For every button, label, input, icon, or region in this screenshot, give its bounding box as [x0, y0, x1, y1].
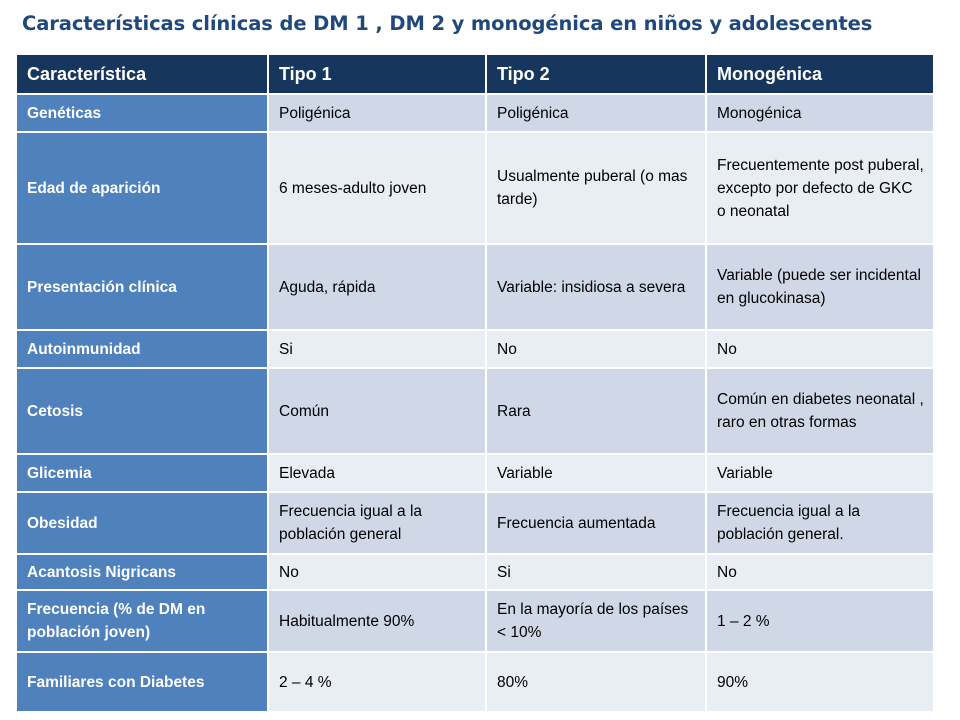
row-label: Autoinmunidad	[16, 330, 268, 368]
cell-monogenica: 1 – 2 %	[706, 590, 934, 652]
cell-tipo2: Frecuencia aumentada	[486, 492, 706, 554]
cell-monogenica: Frecuencia igual a la población general.	[706, 492, 934, 554]
cell-tipo2: 80%	[486, 652, 706, 712]
header-caracteristica: Característica	[16, 54, 268, 94]
table-row	[16, 590, 934, 652]
cell-tipo1: 2 – 4 %	[268, 652, 486, 712]
row-label: Glicemia	[16, 454, 268, 492]
table-row	[16, 492, 934, 554]
row-label: Familiares con Diabetes	[16, 652, 268, 712]
cell-monogenica: No	[706, 554, 934, 590]
cell-monogenica: Variable (puede ser incidental en glucokinasa)	[706, 244, 934, 330]
cell-monogenica: Común en diabetes neonatal , raro en otras formas	[706, 368, 934, 454]
cell-tipo2: Variable	[486, 454, 706, 492]
cell-monogenica: 90%	[706, 652, 934, 712]
cell-tipo1: 6 meses-adulto joven	[268, 132, 486, 244]
row-label: Obesidad	[16, 492, 268, 554]
row-label: Genéticas	[16, 94, 268, 132]
table-row	[16, 132, 934, 244]
cell-monogenica: No	[706, 330, 934, 368]
table-row	[16, 330, 934, 368]
table-row	[16, 554, 934, 590]
table-row	[16, 652, 934, 712]
cell-tipo2: Rara	[486, 368, 706, 454]
header-tipo1: Tipo 1	[268, 54, 486, 94]
cell-tipo1: Habitualmente 90%	[268, 590, 486, 652]
table-row	[16, 94, 934, 132]
table-row	[16, 454, 934, 492]
header-tipo2: Tipo 2	[486, 54, 706, 94]
cell-tipo2: No	[486, 330, 706, 368]
cell-tipo2: Poligénica	[486, 94, 706, 132]
cell-tipo1: Aguda, rápida	[268, 244, 486, 330]
cell-tipo2: Usualmente puberal (o mas tarde)	[486, 132, 706, 244]
cell-tipo2: En la mayoría de los países < 10%	[486, 590, 706, 652]
cell-tipo1: Elevada	[268, 454, 486, 492]
cell-tipo1: Frecuencia igual a la población general	[268, 492, 486, 554]
header-monogenica: Monogénica	[706, 54, 934, 94]
cell-tipo2: Variable: insidiosa a severa	[486, 244, 706, 330]
cell-tipo1: Común	[268, 368, 486, 454]
page-title: Características clínicas de DM 1 , DM 2 y monogénica en niños y adolescentes	[22, 12, 873, 35]
cell-tipo2: Si	[486, 554, 706, 590]
row-label: Presentación clínica	[16, 244, 268, 330]
comparison-table	[15, 53, 935, 713]
table-row	[16, 244, 934, 330]
row-label: Frecuencia (% de DM en población joven)	[16, 590, 268, 652]
row-label: Edad de aparición	[16, 132, 268, 244]
header-row	[16, 54, 934, 94]
row-label: Acantosis Nigricans	[16, 554, 268, 590]
table-row	[16, 368, 934, 454]
row-label: Cetosis	[16, 368, 268, 454]
cell-tipo1: Si	[268, 330, 486, 368]
cell-monogenica: Frecuentemente post puberal, excepto por defecto de GKC o neonatal	[706, 132, 934, 244]
cell-tipo1: No	[268, 554, 486, 590]
cell-monogenica: Variable	[706, 454, 934, 492]
cell-tipo1: Poligénica	[268, 94, 486, 132]
cell-monogenica: Monogénica	[706, 94, 934, 132]
